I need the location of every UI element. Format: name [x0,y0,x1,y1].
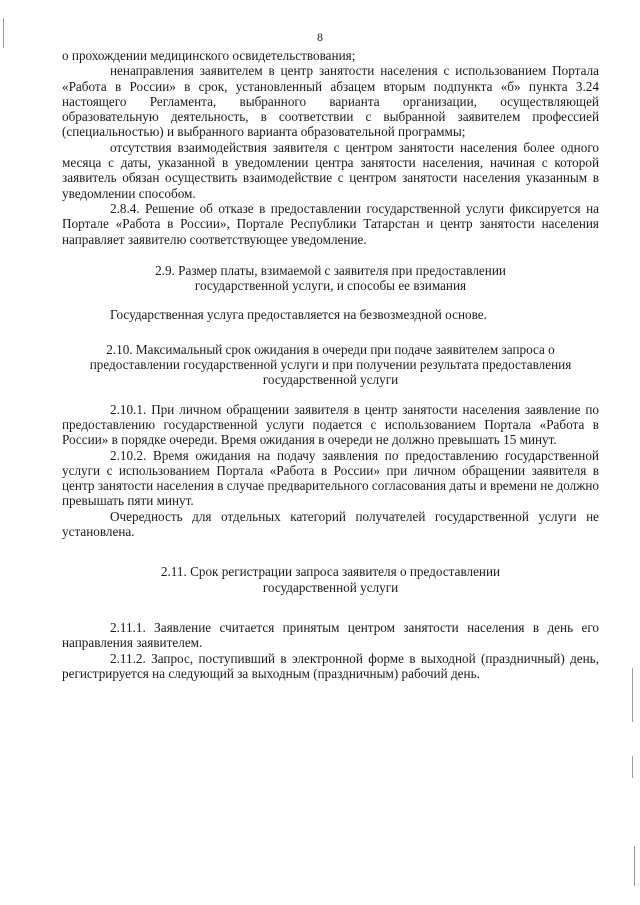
paragraph-2-11-1: 2.11.1. Заявление считается принятым центром занятости населения в день его направления заявителем. [62,619,599,651]
scan-edge-mark-right [632,668,633,722]
heading-2-11: 2.11. Срок регистрации запроса заявителя о предоставлении государственной услуги [160,564,501,595]
scan-edge-mark-right-lower [632,756,633,778]
document-body [62,48,599,681]
paragraph-2-11-2: 2.11.2. Запрос, поступивший в электронной форме в выходной (праздничный) день, регистрируется на следующий за выходным (праздничным) рабочий день. [62,650,599,681]
paragraph-no-interaction: отсутствия взаимодействия заявителя с центром занятости населения более одного месяца с даты, указанной в уведомлении центра занятости населения, начиная с которой заявитель обязан осуществить взаимодействие с центром занятости населения указанным в уведомлении способом. [62,139,599,201]
paragraph-priority: Очередность для отдельных категорий получателей государственной услуги не установлена. [62,508,599,540]
heading-2-9: 2.9. Размер платы, взимаемой с заявителя при предоставлении государственной услуги, и способы ее взимания [155,262,506,294]
paragraph-2-8-4: 2.8.4. Решение об отказе в предоставлении государственной услуги фиксируется на Портале «Работа в России», Портале Республики Татарстан и центр занятости населения направляет заявителю соответствующее уведомление. [62,200,599,247]
page-number: 8 [317,30,323,44]
paragraph-2-10-2: 2.10.2. Время ожидания на подачу заявления по предоставлению государственной услуги с использованием Портала «Работа в России» при личном обращении заявителя в центр занятости населения в случае предварительного согласования даты и времени не должно превышать пяти минут. [62,447,599,509]
paragraph-2-10-1: 2.10.1. При личном обращении заявителя в центр занятости населения заявление по предоставлению государственной услуги подается с использованием Портала «Работа в России» в порядке очереди. Время ожидания в очереди не должно превышать 15 минут. [62,401,599,448]
paragraph-2-9-free: Государственная услуга предоставляется на безвозмездной основе. [110,307,487,323]
paragraph-not-sent-variant: ненаправления заявителем в центр занятости населения с использованием Портала «Работа в России» в срок, установленный абзацем вторым подпункта «б» пункта 3.24 настоящего Регламента, выбранного варианта организации, осуществляющей образовательную деятельность, в соответствии с выбранной заявителем профессией (специальностью) и выбранного варианта образовательной программы; [62,63,599,140]
scan-edge-mark-right-bottom [634,846,635,886]
heading-2-10: 2.10. Максимальный срок ожидания в очереди при подаче заявителем запроса о предоставлении государственной услуги и при получении результата предоставления государственной услуги [89,341,572,388]
paragraph-medical-exam: о прохождении медицинского освидетельствования; [62,48,356,63]
